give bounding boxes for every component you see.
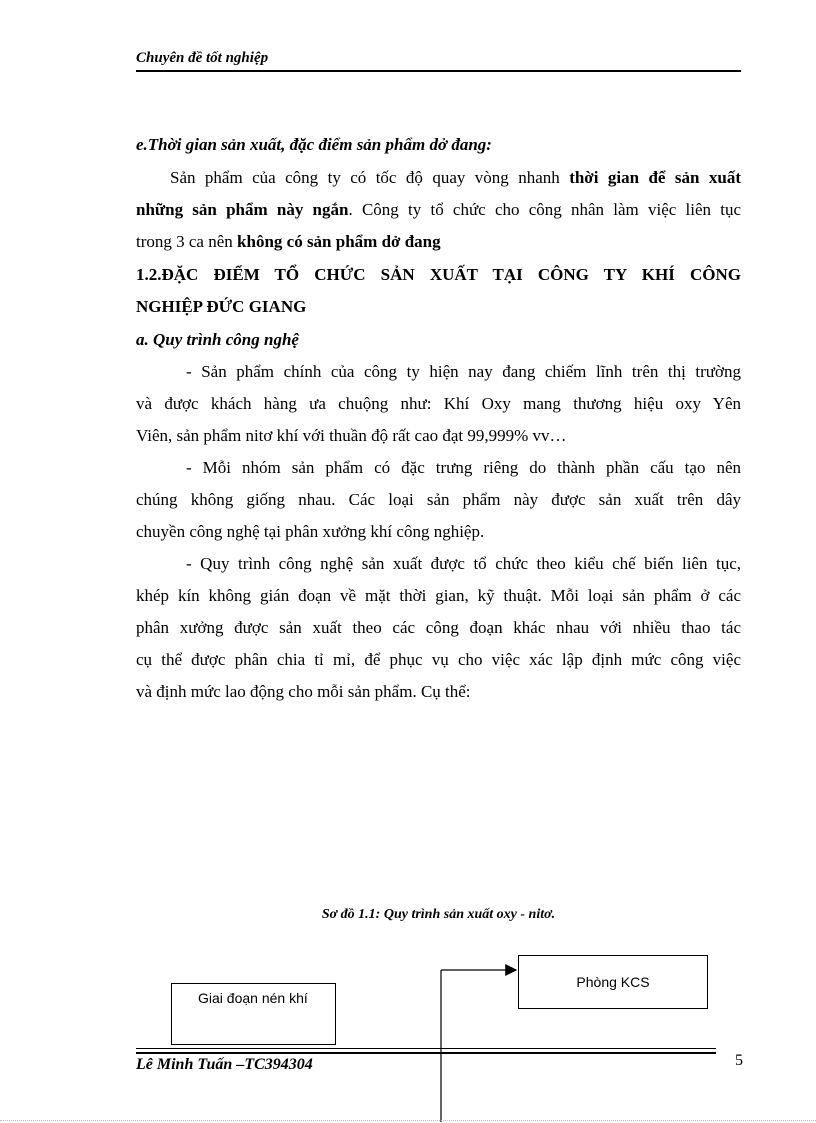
footer-rule — [136, 1048, 716, 1049]
section-e-text: Sản phẩm của công ty có tốc độ quay vòng nhanh — [170, 168, 560, 187]
footer-rule — [136, 1052, 716, 1054]
section-e-heading: e.Thời gian sản xuất, đặc điểm sản phẩm dở đang: — [136, 135, 492, 154]
diagram-caption: Sơ đồ 1.1: Quy trình sản xuất oxy - nitơ. — [321, 907, 556, 922]
para-2-line: chúng không giống nhau. Các loại sản phẩm này được sản xuất trên dây — [136, 490, 741, 509]
page-number: 5 — [735, 1052, 743, 1069]
section-e-text: . Công ty tổ chức cho công nhân làm việc liên tục — [348, 200, 742, 219]
section-e-bold: thời gian để sản xuất — [569, 168, 741, 187]
para-2-line: chuyền công nghệ tại phân xưởng khí công nghiệp. — [136, 522, 485, 541]
box-giai-doan-label: Giai đoạn nén khí — [198, 990, 308, 1006]
para-3-line: khép kín không gián đoạn về mặt thời gian, kỹ thuật. Mỗi loại sản phẩm ở các — [136, 586, 741, 605]
footer-author: Lê Minh Tuấn –TC394304 — [136, 1056, 313, 1073]
box-giai-doan-nen-khi — [171, 983, 336, 1045]
section-a-heading: a. Quy trình công nghệ — [136, 330, 299, 349]
section-12-heading-line-1: 1.2.ĐẶC ĐIỂM TỔ CHỨC SẢN XUẤT TẠI CÔNG TY KHÍ CÔNG — [136, 265, 741, 284]
para-1-line: Viên, sản phẩm nitơ khí với thuần độ rất cao đạt 99,999% vv… — [136, 426, 567, 445]
para-3-line: - Quy trình công nghệ sản xuất được tổ chức theo kiểu chế biến liên tục, — [186, 554, 741, 573]
section-e-bold: không có sản phẩm dở đang — [237, 232, 441, 251]
header-title: Chuyên đề tốt nghiệp — [136, 50, 269, 66]
box-phong-kcs — [518, 955, 708, 1009]
section-e-bold: những sản phẩm này ngắn — [136, 200, 349, 219]
section-12-heading-line-2: NGHIỆP ĐỨC GIANG — [136, 297, 307, 316]
para-1-line: và được khách hàng ưa chuộng như: Khí Oxy mang thương hiệu oxy Yên — [136, 394, 741, 413]
page-edge-divider — [0, 1120, 816, 1121]
para-3-line: cụ thể được phân chia tỉ mỉ, để phục vụ cho việc xác lập định mức công việc — [136, 650, 741, 669]
para-3-line: và định mức lao động cho mỗi sản phẩm. Cụ thể: — [136, 682, 471, 701]
para-1-line: - Sản phẩm chính của công ty hiện nay đang chiếm lĩnh trên thị trường — [186, 362, 741, 381]
box-phong-kcs-label: Phòng KCS — [576, 974, 650, 990]
para-2-line: - Mỗi nhóm sản phẩm có đặc trưng riêng do thành phần cấu tạo nên — [186, 458, 741, 477]
para-3-line: phân xưởng được sản xuất theo các công đoạn khác nhau với nhiều thao tác — [136, 618, 741, 637]
section-e-text: trong 3 ca nên — [136, 232, 233, 251]
